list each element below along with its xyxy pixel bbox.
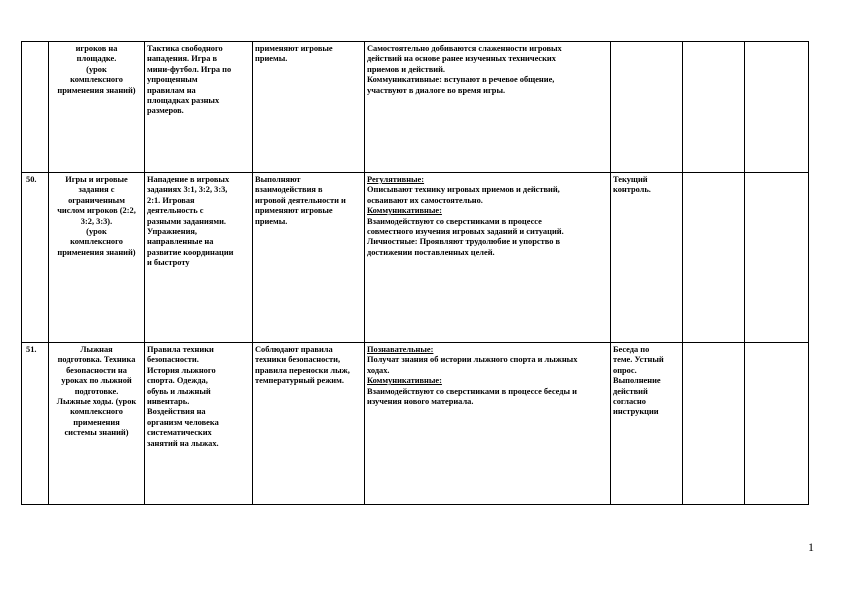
outcome-line: изучения нового материала. — [367, 397, 474, 407]
outcome-line: участвуют в диалоге во время игры. — [367, 85, 506, 95]
activity-line: применяют игровые — [255, 206, 333, 216]
activity-line: правила переноски лыж, — [255, 365, 350, 375]
activity-line: взаимодействия в — [255, 185, 323, 195]
content-line: Нападение в игровых — [147, 175, 230, 184]
topic-line: (урок — [86, 64, 107, 74]
outcome-category-heading: Регулятивные: — [367, 175, 425, 184]
date-fact-cell — [745, 173, 809, 343]
topic-line: применения — [73, 417, 120, 427]
content-line: Правила техники — [147, 345, 214, 354]
content-line: систематических — [147, 428, 212, 438]
lesson-topic-cell — [49, 42, 145, 173]
activity-line: Соблюдают правила — [255, 345, 333, 354]
date-plan-cell — [683, 343, 745, 505]
content-line: спорта. Одежда, — [147, 376, 208, 386]
content-line: упрощенным — [147, 75, 198, 85]
table-row — [22, 173, 809, 343]
content-line: безопасности. — [147, 355, 199, 365]
outcome-category-heading: Коммуникативные: — [367, 376, 442, 386]
table-row — [22, 42, 809, 173]
topic-line: комплексного — [70, 407, 123, 417]
lesson-plan-table — [21, 41, 809, 505]
control-type-cell — [611, 42, 683, 173]
content-line: Воздействия на — [147, 407, 206, 417]
control-line: Текущий — [613, 175, 648, 184]
content-line: заданиях 3:1, 3:2, 3:3, — [147, 185, 228, 195]
control-line: теме. Устный — [613, 355, 664, 365]
date-fact-cell — [745, 42, 809, 173]
topic-line: подготовке. — [74, 386, 119, 396]
student-activity-cell — [253, 42, 365, 173]
content-line: обувь и лыжный — [147, 386, 211, 396]
outcome-line: Взаимодействуют со сверстниками в процессе беседы и — [367, 386, 577, 396]
student-activity-cell — [253, 343, 365, 505]
content-line: развитие координации — [147, 247, 234, 257]
activity-line: приемы. — [255, 54, 288, 64]
content-line: нападения. Игра в — [147, 54, 218, 64]
content-line: Тактика свободного — [147, 44, 223, 53]
control-line: Выполнение — [613, 376, 661, 386]
outcome-line: ходах. — [367, 365, 390, 375]
control-line: инструкции — [613, 407, 659, 417]
content-line: разными заданиями. — [147, 216, 226, 226]
topic-line: безопасности на — [66, 365, 127, 375]
topic-line: площадке. — [76, 54, 117, 64]
outcome-line: действий на основе ранее изученных технических — [367, 54, 556, 64]
control-type-cell — [611, 173, 683, 343]
learning-outcomes-cell — [365, 343, 611, 505]
lesson-content-cell — [145, 173, 253, 343]
outcome-line: Самостоятельно добиваются слаженности игровых — [367, 44, 562, 53]
learning-outcomes-cell — [365, 173, 611, 343]
content-line: организм человека — [147, 417, 219, 427]
outcome-line: Взаимодействуют со сверстниками в процессе — [367, 216, 542, 226]
date-plan-cell — [683, 173, 745, 343]
outcome-category-heading: Коммуникативные: — [367, 206, 442, 216]
lesson-content-cell — [145, 343, 253, 505]
date-plan-cell — [683, 42, 745, 173]
outcome-line: приемов и действий. — [367, 64, 446, 74]
outcome-line: Коммуникативные: вступают в речевое общение, — [367, 75, 555, 85]
control-line: контроль. — [613, 185, 651, 195]
lesson-topic-cell — [49, 173, 145, 343]
content-line: История лыжного — [147, 365, 216, 375]
activity-line: температурный режим. — [255, 376, 344, 386]
topic-line: уроках по лыжной — [61, 376, 132, 386]
learning-outcomes-cell — [365, 42, 611, 173]
outcome-line: осваивают их самостоятельно. — [367, 195, 483, 205]
topic-line: системы знаний) — [64, 428, 129, 438]
content-line: деятельность с — [147, 206, 204, 216]
lesson-number: 50. — [26, 175, 37, 184]
topic-line: 3:2, 3:3). — [80, 216, 113, 226]
control-type-cell — [611, 343, 683, 505]
student-activity-cell — [253, 173, 365, 343]
outcome-line: Описывают технику игровых приемов и действий, — [367, 185, 560, 195]
content-line: направленные на — [147, 237, 214, 247]
content-line: занятий на лыжах. — [147, 438, 219, 448]
topic-line: (урок — [86, 227, 107, 237]
control-line: действий — [613, 386, 648, 396]
content-line: 2:1. Игровая — [147, 195, 195, 205]
activity-line: техники безопасности, — [255, 355, 341, 365]
lesson-number-cell — [22, 173, 49, 343]
topic-line: Лыжные ходы. (урок — [56, 397, 137, 407]
topic-line: ограниченным — [68, 195, 125, 205]
activity-line: применяют игровые — [255, 44, 333, 53]
topic-line: применения знаний) — [57, 247, 136, 257]
activity-line: Выполняют — [255, 175, 301, 184]
content-line: правилам на — [147, 85, 196, 95]
content-line: площадках разных — [147, 96, 220, 106]
lesson-number: 51. — [26, 345, 37, 354]
outcome-line: Получат знания об истории лыжного спорта и лыжных — [367, 355, 578, 365]
lesson-number-cell — [22, 343, 49, 505]
topic-line: комплексного — [70, 75, 123, 85]
lesson-content-cell — [145, 42, 253, 173]
outcome-category-heading: Познавательные: — [367, 345, 434, 354]
outcome-line: Личностные: Проявляют трудолюбие и упорство в — [367, 237, 561, 247]
date-fact-cell — [745, 343, 809, 505]
control-line: опрос. — [613, 365, 637, 375]
outcome-line: достижении поставленных целей. — [367, 247, 495, 257]
topic-line: игроков на — [75, 44, 118, 53]
topic-line: применения знаний) — [57, 85, 136, 95]
control-line: Беседа по — [613, 345, 650, 354]
topic-line: комплексного — [70, 237, 123, 247]
activity-line: приемы. — [255, 216, 288, 226]
topic-line: подготовка. Техника — [57, 355, 136, 365]
topic-line: задания с — [78, 185, 115, 195]
outcome-line: совместного изучения игровых заданий и ситуаций. — [367, 227, 564, 237]
topic-line: Лыжная — [80, 345, 113, 354]
content-line: размеров. — [147, 106, 184, 116]
table-row — [22, 343, 809, 505]
content-line: инвентарь. — [147, 397, 190, 407]
page-number: 1 — [808, 540, 814, 554]
content-line: и быстроту — [147, 258, 190, 268]
lesson-topic-cell — [49, 343, 145, 505]
activity-line: игровой деятельности и — [255, 195, 346, 205]
topic-line: числом игроков (2:2, — [57, 206, 136, 216]
content-line: Упражнения, — [147, 227, 198, 237]
lesson-number-cell — [22, 42, 49, 173]
topic-line: Игры и игровые — [65, 175, 128, 184]
control-line: согласно — [613, 397, 646, 407]
content-line: мини-футбол. Игра по — [147, 64, 232, 74]
